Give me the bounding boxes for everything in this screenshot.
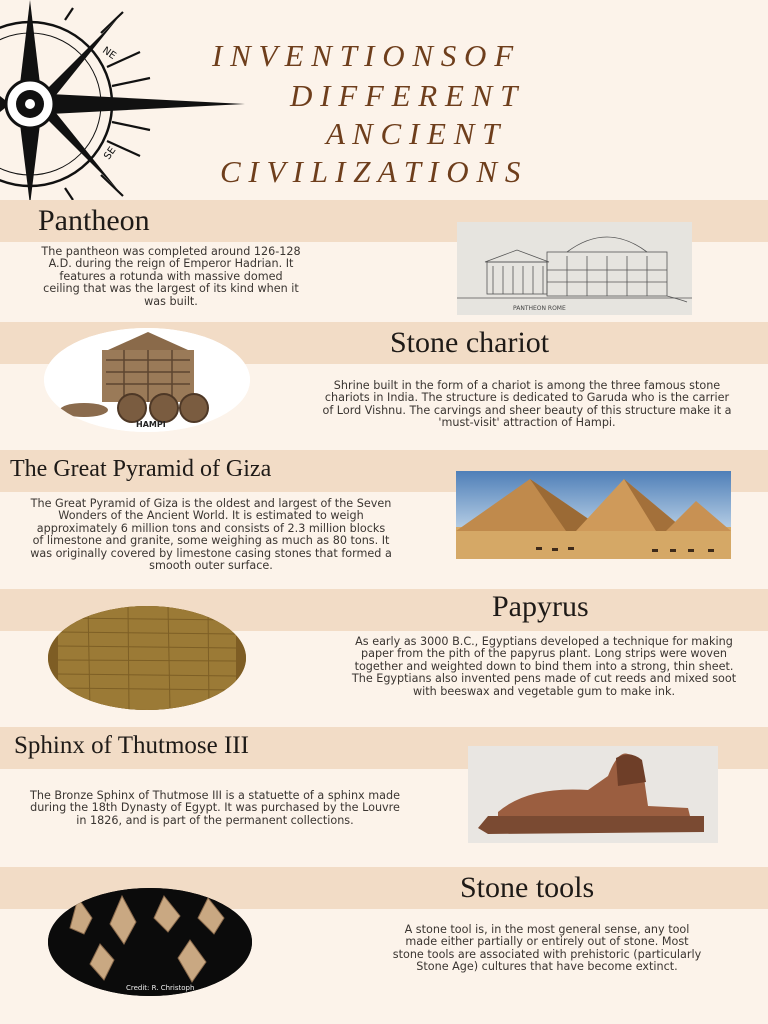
section-title-papyrus: Papyrus	[492, 590, 589, 623]
pyramid-image	[456, 471, 731, 559]
compass-ne-label: NE	[100, 45, 118, 62]
pantheon-image	[457, 222, 692, 315]
section-title-stone-tools: Stone tools	[460, 871, 595, 904]
papyrus-image	[48, 606, 246, 710]
title-line-4: C I V I L I Z A T I O N S	[220, 154, 521, 189]
title-line-2: D I F F E R E N T	[290, 78, 518, 113]
title-line-3: A N C I E N T	[326, 116, 500, 151]
compass-rose	[0, 0, 250, 205]
section-text-sphinx: The Bronze Sphinx of Thutmose III is a statuette of a sphinx made during the 18th Dynasty of Egypt. It was purchased by the Louvre in 1826, and is part of the permanent collections.	[30, 789, 400, 827]
section-title-pyramid: The Great Pyramid of Giza	[10, 456, 272, 482]
section-text-papyrus: As early as 3000 B.C., Egyptians developed a technique for making paper from the pith of the papyrus plant. Long strips were woven together and weighted down to bind them into a strong, thin sheet. The Egyptians also invented pens made of cut reeds and mixed soot with beeswax and vegetable gum to make ink.	[351, 635, 737, 698]
section-text-stone-chariot: Shrine built in the form of a chariot is among the three famous stone chariots in India. The structure is dedicated to Garuda who is the carrier of Lord Vishnu. The carvings and sheer beauty of this structure make it a 'must-visit' attraction of Hampi.	[322, 379, 732, 430]
pantheon-caption: PANTHEON ROME	[513, 305, 566, 312]
compass-se-label: SE	[102, 145, 119, 162]
stone-tools-image	[48, 888, 252, 996]
stone-chariot-image	[44, 328, 250, 432]
stone-chariot-caption: HAMPI	[136, 420, 166, 429]
section-title-stone-chariot: Stone chariot	[390, 326, 550, 359]
section-title-sphinx: Sphinx of Thutmose III	[14, 732, 249, 759]
section-text-pantheon: The pantheon was completed around 126-128 A.D. during the reign of Emperor Hadrian. It features a rotunda with massive domed ceiling that was the largest of its kind when it was built.	[41, 245, 301, 308]
section-title-pantheon: Pantheon	[38, 204, 150, 237]
sphinx-image	[468, 746, 718, 843]
section-text-stone-tools: A stone tool is, in the most general sense, any tool made either partially or entirely out of stone. Most stone tools are associated with prehistoric (particularly Stone Age) cultures that have become extinct.	[392, 923, 702, 974]
section-text-pyramid: The Great Pyramid of Giza is the oldest and largest of the Seven Wonders of the Ancient World. It is estimated to weigh approximately 6 million tons and consists of 2.3 million blocks of limestone and granite, some weighing as much as 80 tons. It was originally covered by limestone casing stones that formed a smooth outer surface.	[30, 497, 392, 573]
title-line-1: I N V E N T I O N S O F	[212, 38, 514, 73]
stone-tools-caption: Credit: R. Christoph	[126, 984, 195, 992]
